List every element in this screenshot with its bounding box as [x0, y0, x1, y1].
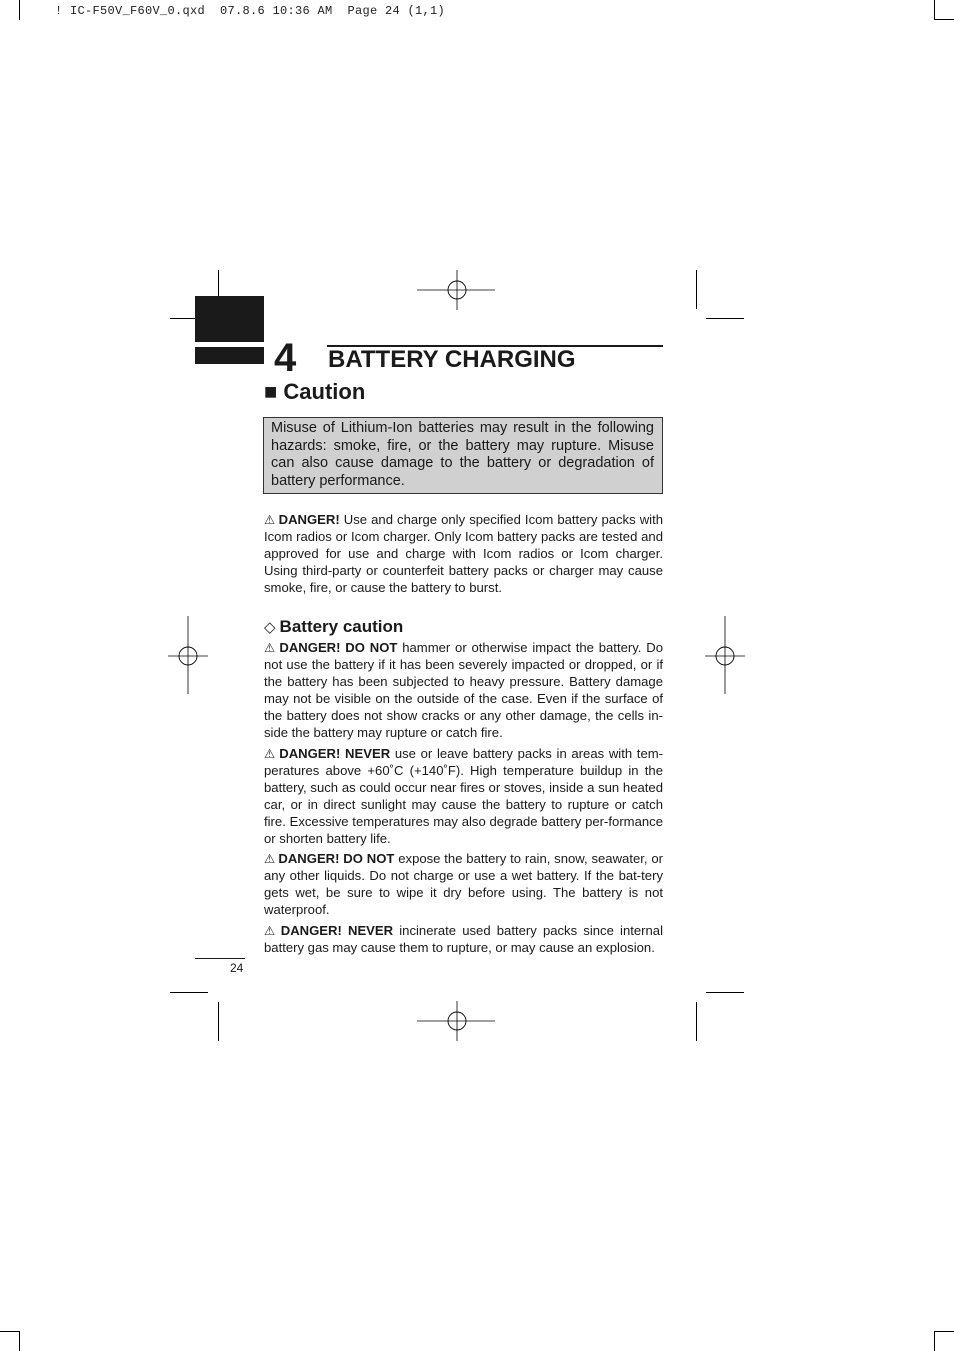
danger-label: DANGER! [278, 512, 340, 527]
danger-paragraph [264, 746, 663, 847]
danger-text: use or leave battery packs in areas with tem-peratures above +60˚C (+140˚F). High temperature buildup in the battery, such as could occur near fires or stoves, inside a sun heated car, or in direct sunlight may cause the battery to rupture or catch fire. Excessive temperatures may also degrade battery per-formance or shorten battery life. [264, 746, 663, 846]
file-header: ! IC-F50V_F60V_0.qxd 07.8.6 10:36 AM Page 24 (1,1) [55, 4, 446, 18]
chapter-title: BATTERY CHARGING [328, 346, 576, 373]
diamond-bullet-icon: ◇ [264, 619, 276, 636]
registration-mark-bottom-icon [417, 1001, 497, 1041]
section-heading [264, 377, 365, 407]
registration-mark-top-icon [417, 270, 497, 310]
danger-text: expose the battery to rain, snow, seawater, or any other liquids. Do not charge or use a wet battery. If the bat-tery gets wet, be sure to wipe it dry before using. The battery is not waterproof. [264, 851, 663, 917]
subsection-title: Battery caution [279, 617, 404, 636]
chapter-number: 4 [274, 336, 297, 380]
danger-paragraph [264, 851, 663, 919]
danger-label: DANGER! NEVER [279, 746, 391, 761]
chapter-tab-block-lower [195, 347, 264, 364]
warning-triangle-icon: ⚠ [264, 513, 276, 527]
crop-mark-bottom-right-h [934, 1331, 954, 1332]
page-number-rule [195, 958, 245, 959]
crop-mark-top-right [934, 0, 935, 20]
trim-mark-bl-v [218, 1002, 219, 1041]
trim-mark-bl-h [170, 992, 208, 993]
registration-mark-left-icon [168, 616, 208, 696]
trim-mark-br-v [696, 1002, 697, 1041]
trim-mark-tr-v [696, 270, 697, 309]
square-bullet-icon: ■ [264, 379, 278, 404]
warning-triangle-icon: ⚠ [264, 924, 278, 938]
danger-label: DANGER! NEVER [280, 923, 394, 938]
crop-mark-bottom-left-h [0, 1331, 20, 1332]
warning-triangle-icon: ⚠ [264, 747, 277, 761]
section-title: Caution [283, 379, 366, 404]
danger-text: hammer or otherwise impact the battery. Do not use the battery if it has been severely impacted or dropped, or if the battery has been subjected to heavy pressure. Battery damage may not be visible on the outside of the case. Even if the surface of the battery does not show cracks or any other damage, the cells in-side the battery may rupture or catch fire. [264, 640, 663, 740]
danger-text: Use and charge only specified Icom battery packs with Icom radios or Icom charger. Only Icom battery packs are tested and approved for use and charge with Icom radios or Icom charger. Using third-party or counterfeit battery packs or charger may cause smoke, fire, or cause the battery to burst. [264, 512, 663, 595]
caution-box: Misuse of Lithium-Ion batteries may result in the following hazards: smoke, fire, or the battery may rupture. Misuse can also cause damage to the battery or degradation of battery performance. [263, 417, 663, 494]
trim-mark-br-h [706, 992, 744, 993]
crop-mark-bottom-right [934, 1331, 935, 1351]
danger-paragraph [264, 640, 663, 741]
registration-mark-right-icon [705, 616, 745, 696]
danger-text: incinerate used battery packs since internal battery gas may cause them to rupture, or may cause an explosion. [264, 923, 663, 955]
crop-mark-top-right-h [934, 19, 954, 20]
danger-paragraph [264, 923, 663, 957]
chapter-tab-block [195, 296, 264, 342]
crop-mark-bottom-left [19, 1331, 20, 1351]
warning-triangle-icon: ⚠ [264, 641, 277, 655]
warning-triangle-icon: ⚠ [264, 852, 276, 866]
page-number: 24 [230, 961, 244, 975]
intro-danger-paragraph [264, 512, 663, 597]
crop-mark-top-left [19, 0, 20, 20]
subsection-heading [264, 616, 403, 639]
danger-label: DANGER! DO NOT [278, 851, 395, 866]
danger-label: DANGER! DO NOT [279, 640, 398, 655]
trim-mark-tr-h [706, 318, 744, 319]
